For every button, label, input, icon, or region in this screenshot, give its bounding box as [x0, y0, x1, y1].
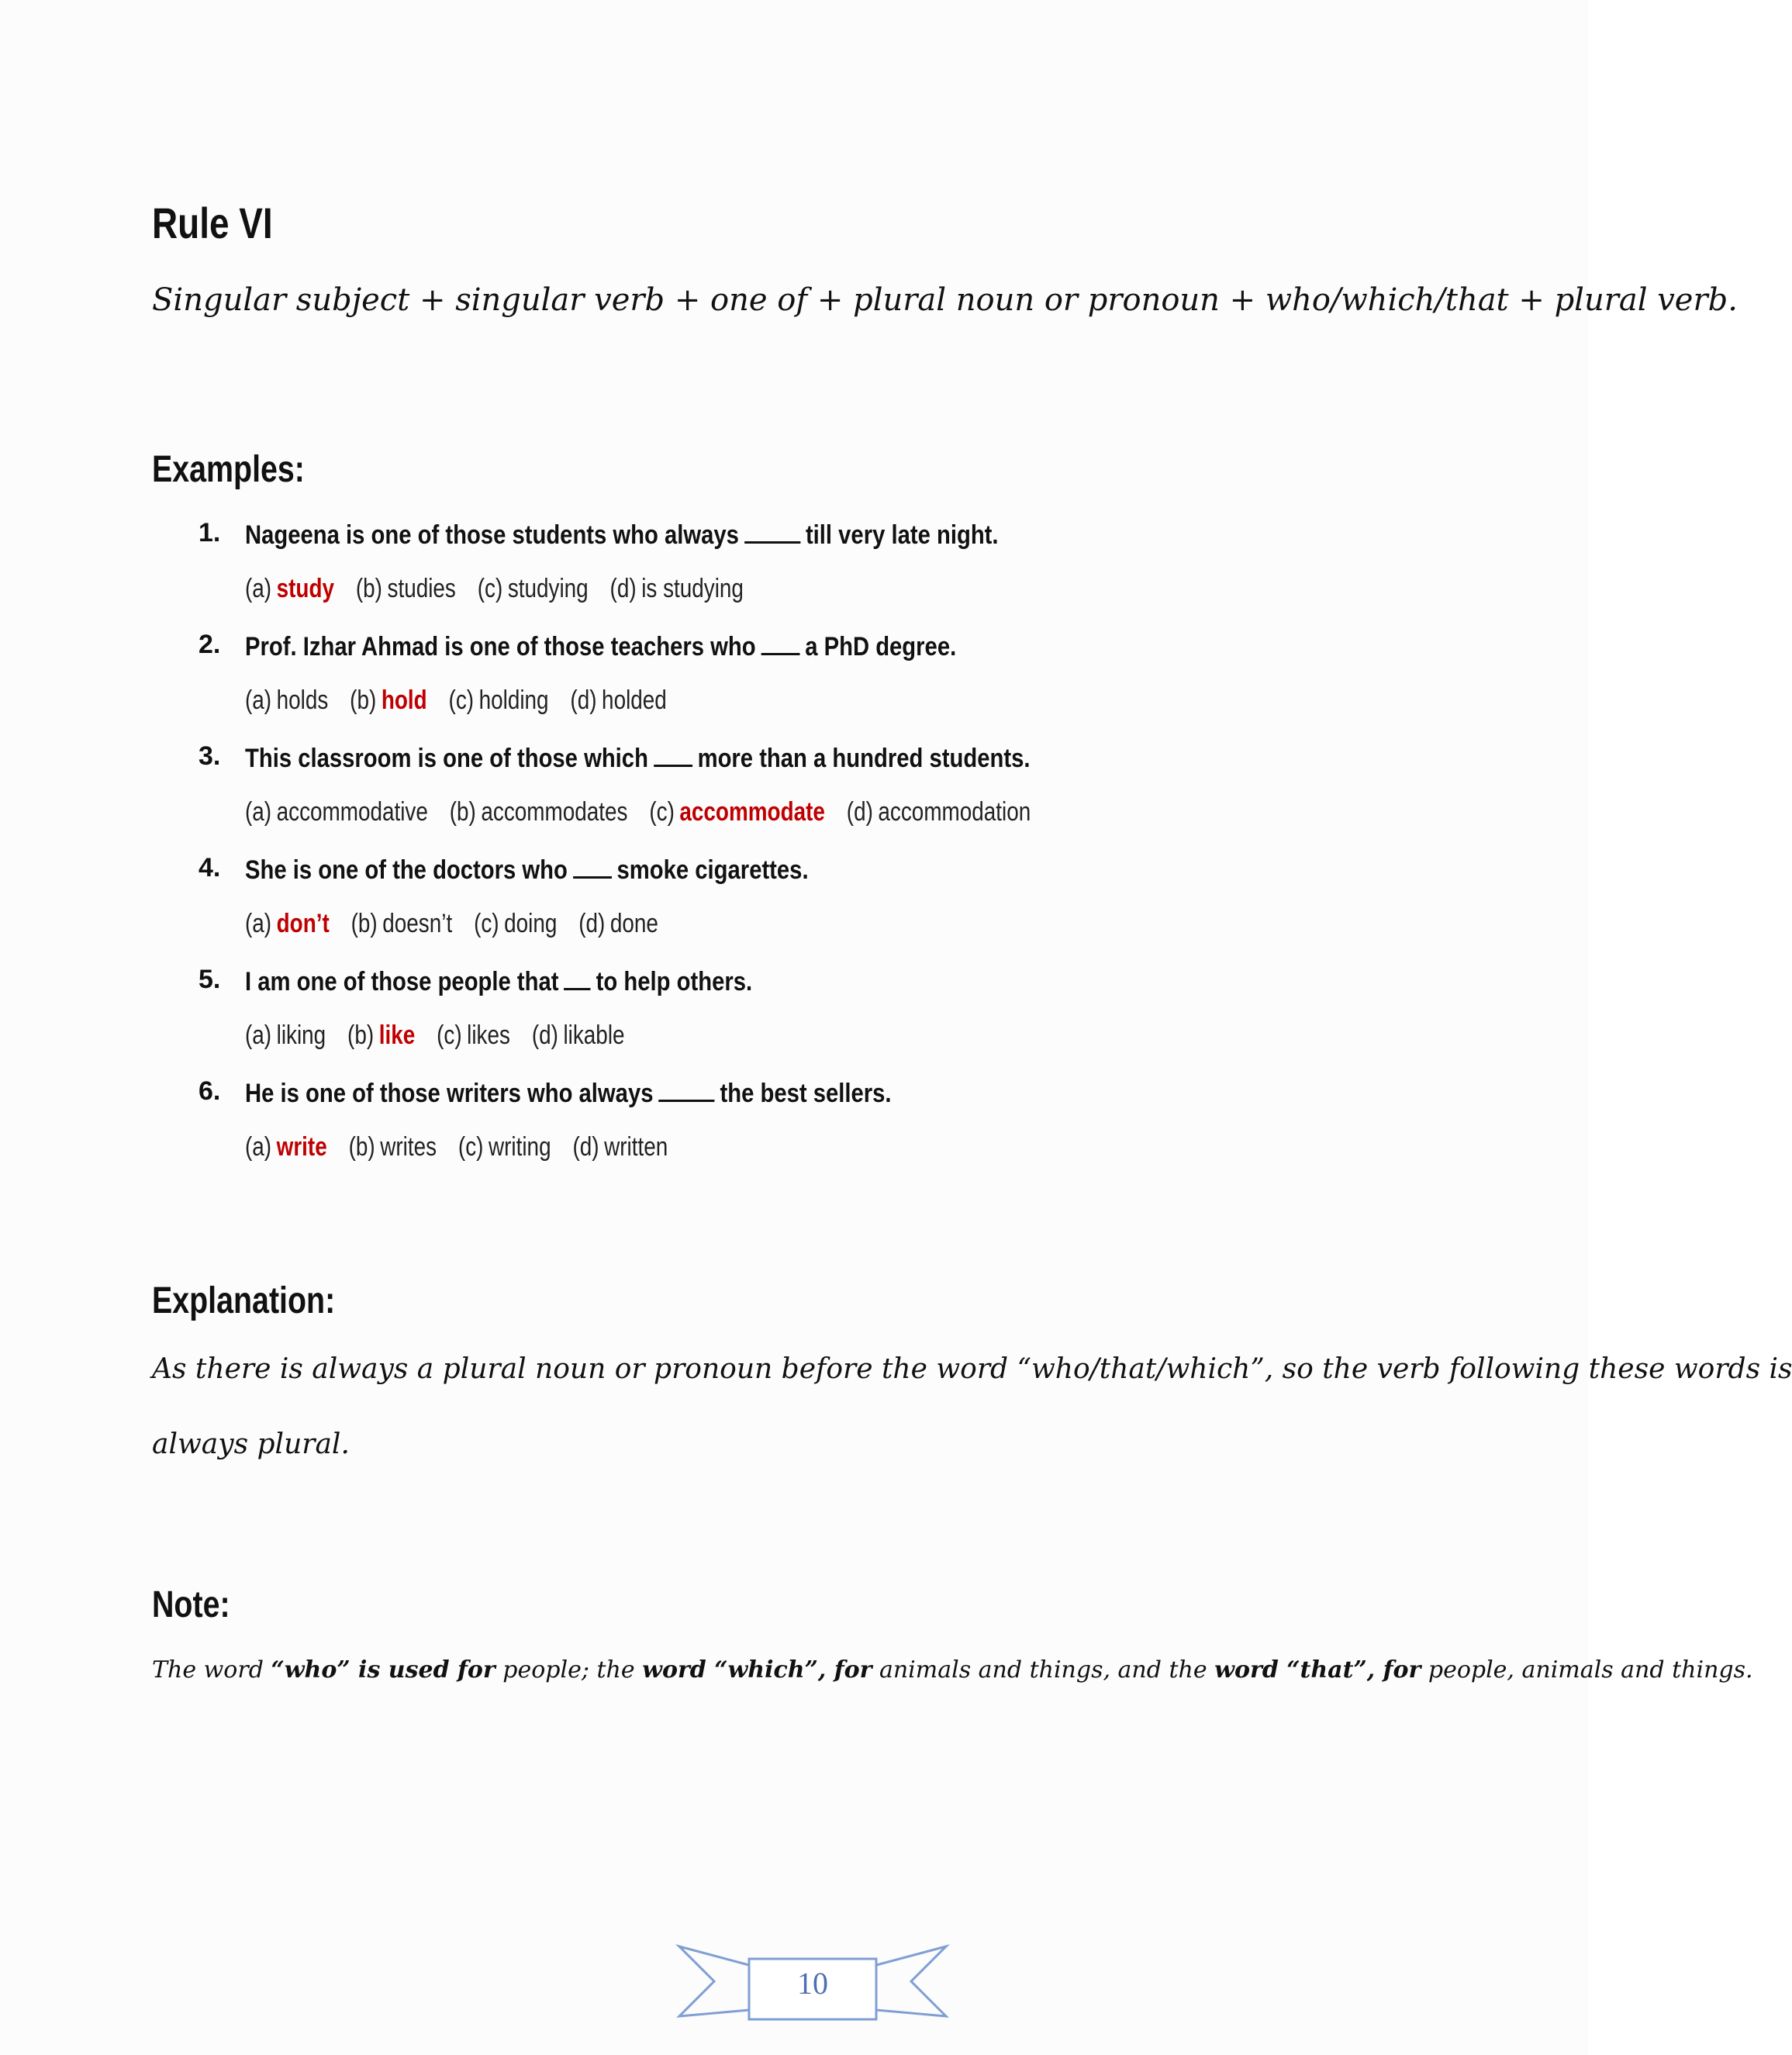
option-label: (a): [245, 686, 272, 715]
example-number: 3.: [199, 741, 221, 771]
explanation-heading: Explanation:: [152, 1280, 336, 1321]
option-label: (b): [350, 686, 377, 715]
example-number: 1.: [199, 518, 221, 547]
option-value: likes: [467, 1021, 510, 1050]
option-value: holding: [478, 686, 549, 715]
question-text-before: Nageena is one of those students who always: [245, 520, 739, 550]
example-number: 5.: [199, 965, 221, 994]
option-correct: [347, 1021, 415, 1051]
option-value: liking: [276, 1021, 326, 1050]
example-options: [245, 1021, 646, 1051]
question-text-after: to help others.: [596, 967, 753, 996]
option: [478, 574, 589, 604]
option-correct: [350, 686, 426, 716]
option-label: (b): [348, 1132, 375, 1162]
option-value: don’t: [276, 909, 330, 938]
option-value: writes: [380, 1132, 437, 1162]
option: [532, 1021, 625, 1051]
option-value: is studying: [641, 574, 744, 603]
example-question: [245, 741, 1030, 774]
option-label: (c): [474, 909, 499, 938]
option-value: write: [276, 1132, 327, 1162]
example-question: [245, 1076, 892, 1109]
question-text-before: She is one of the doctors who: [245, 855, 568, 885]
option-value: holds: [276, 686, 329, 715]
option: [245, 686, 328, 716]
option-label: (d): [531, 1021, 558, 1050]
note-emphasis: word “which”, for: [642, 1656, 872, 1684]
note-run: The word: [152, 1656, 271, 1684]
option-value: likable: [563, 1021, 625, 1050]
note-run: animals and things, and the: [872, 1656, 1215, 1684]
option: [245, 1021, 326, 1051]
example-number: 4.: [199, 853, 221, 882]
answer-blank: [573, 853, 612, 879]
example-question: [245, 630, 956, 662]
question-text-after: till very late night.: [805, 520, 999, 550]
option-label: (a): [245, 1132, 272, 1162]
option: [449, 686, 549, 716]
option-value: accommodates: [481, 797, 628, 827]
option: [356, 574, 456, 604]
option: [578, 909, 658, 939]
example-question: [245, 518, 999, 551]
option-label: (b): [355, 574, 382, 603]
option-label: (d): [572, 1132, 599, 1162]
option: [458, 1132, 551, 1162]
option: [572, 1132, 668, 1162]
option-correct: [245, 1132, 327, 1162]
option-value: hold: [381, 686, 427, 715]
example-options: [245, 686, 689, 716]
page-number: 10: [797, 1966, 828, 2001]
note-text: [152, 1656, 1753, 1684]
note-run: people; the: [495, 1656, 643, 1684]
answer-blank: [654, 741, 692, 767]
option-label: (a): [245, 909, 272, 938]
option-value: study: [276, 574, 335, 603]
option-label: (a): [245, 797, 272, 827]
option-value: like: [378, 1021, 416, 1050]
option-value: holded: [602, 686, 667, 715]
note-run: people, animals and things.: [1421, 1656, 1753, 1684]
option-label: (d): [609, 574, 637, 603]
option-value: doing: [504, 909, 558, 938]
rule-title: Rule VI: [152, 199, 273, 247]
option-label: (a): [245, 1021, 272, 1050]
option-value: accommodate: [679, 797, 825, 827]
example-options: [245, 797, 1052, 827]
question-text-after: a PhD degree.: [805, 632, 957, 661]
option-label: (d): [846, 797, 873, 827]
option: [474, 909, 557, 939]
option-value: writing: [489, 1132, 551, 1162]
example-options: [245, 574, 765, 604]
option: [570, 686, 666, 716]
option-value: written: [604, 1132, 668, 1162]
option: [351, 909, 453, 939]
option-label: (a): [245, 574, 272, 603]
option-label: (b): [347, 1021, 375, 1050]
answer-blank: [564, 965, 590, 990]
option-correct: [245, 574, 334, 604]
option-label: (d): [578, 909, 606, 938]
option-value: doesn’t: [382, 909, 453, 938]
question-text-after: more than a hundred students.: [697, 744, 1031, 773]
example-number: 2.: [199, 630, 221, 659]
note-emphasis: word “that”, for: [1214, 1656, 1421, 1684]
question-text-before: This classroom is one of those which: [245, 744, 648, 773]
note-emphasis: “who” is used for: [271, 1656, 495, 1684]
option-label: (c): [448, 686, 475, 715]
option-label: (c): [457, 1132, 484, 1162]
option-label: (b): [449, 797, 476, 827]
answer-blank: [744, 518, 800, 544]
option-value: studying: [507, 574, 589, 603]
option-label: (c): [477, 574, 503, 603]
question-text-before: Prof. Izhar Ahmad is one of those teachers who: [245, 632, 756, 661]
option: [437, 1021, 510, 1051]
option-correct: [245, 909, 330, 939]
question-text-after: the best sellers.: [720, 1079, 892, 1108]
example-question: [245, 965, 752, 997]
option: [245, 797, 428, 827]
option: [847, 797, 1031, 827]
option: [450, 797, 628, 827]
explanation-line-2: always plural.: [152, 1428, 350, 1460]
option-label: (c): [437, 1021, 462, 1050]
example-number: 6.: [199, 1076, 221, 1106]
rule-formula: Singular subject + singular verb + one of + plural noun or pronoun + who/which/that + plural verb.: [152, 282, 1738, 318]
example-options: [245, 1132, 689, 1162]
option-label: (b): [350, 909, 378, 938]
explanation-line-1: As there is always a plural noun or pronoun before the word “who/that/which”, so the verb following these words is: [152, 1353, 1792, 1385]
option-correct: [649, 797, 825, 827]
option-value: accommodative: [276, 797, 428, 827]
examples-heading: Examples:: [152, 449, 305, 490]
question-text-before: He is one of those writers who always: [245, 1079, 654, 1108]
answer-blank: [658, 1076, 714, 1102]
example-options: [245, 909, 680, 939]
option: [610, 574, 744, 604]
option-label: (c): [649, 797, 675, 827]
example-question: [245, 853, 809, 886]
option-value: studies: [387, 574, 456, 603]
option-label: (d): [570, 686, 597, 715]
option-value: done: [609, 909, 658, 938]
question-text-before: I am one of those people that: [245, 967, 559, 996]
note-heading: Note:: [152, 1584, 230, 1625]
question-text-after: smoke cigarettes.: [616, 855, 809, 885]
answer-blank: [761, 630, 799, 655]
option-value: accommodation: [878, 797, 1031, 827]
option: [349, 1132, 437, 1162]
